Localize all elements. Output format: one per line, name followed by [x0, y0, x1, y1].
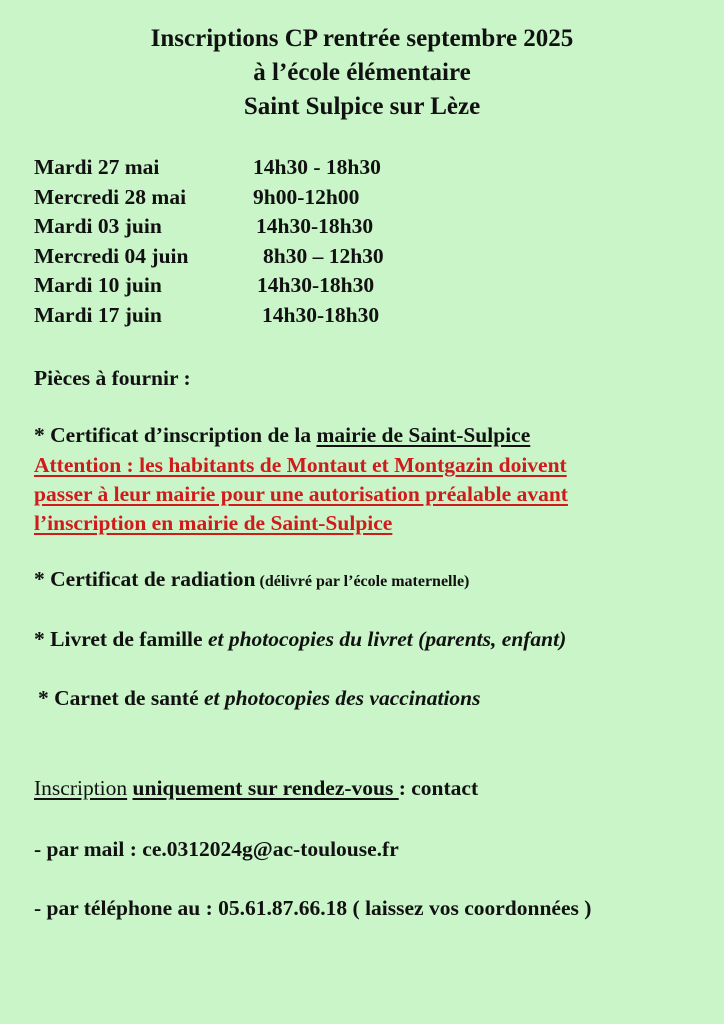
phone-note: ( laissez vos coordonnées ) — [347, 896, 592, 920]
attention-line-2: passer à leur mairie pour une autorisation préalable avant — [34, 482, 568, 506]
schedule-time: 14h30-18h30 — [262, 302, 380, 327]
pieces-heading: Pièces à fournir : — [34, 366, 191, 390]
schedule-day: Mardi 17 juin — [34, 302, 162, 327]
carnet-main: * Carnet de santé — [38, 686, 205, 710]
mail-line — [34, 837, 399, 862]
phone-line — [34, 896, 591, 921]
livret-famille — [34, 627, 566, 652]
certificat-prefix: * Certificat d’inscription de la — [34, 423, 317, 447]
schedule-time: 8h30 – 12h30 — [263, 243, 384, 268]
schedule-day: Mercredi 04 juin — [34, 243, 189, 268]
schedule-day: Mardi 27 mai — [34, 155, 160, 179]
title-line-1: Inscriptions CP rentrée septembre 2025 — [150, 25, 574, 52]
schedule-time: 14h30-18h30 — [256, 214, 374, 239]
certificat-radiation — [34, 567, 469, 592]
livret-main: * Livret de famille — [34, 627, 208, 651]
contact-suffix: : contact — [398, 776, 479, 800]
certificat-inscription — [34, 423, 530, 448]
livret-italic: et photocopies du livret (parents, enfant) — [207, 627, 567, 651]
attention-line-1: Attention : les habitants de Montaut et Montgazin doivent — [34, 453, 567, 477]
radiation-note: (délivré par l’école maternelle) — [255, 573, 470, 590]
title-line-2: à l’école élémentaire — [253, 59, 471, 86]
schedule-day: Mardi 10 juin — [34, 273, 162, 298]
phone-value: 05.61.87.66.18 — [218, 896, 348, 920]
mail-label: - par mail : — [34, 837, 143, 861]
schedule-day: Mercredi 28 mai — [34, 184, 187, 209]
schedule-time: 9h00-12h00 — [253, 184, 360, 209]
schedule-day: Mardi 03 juin — [34, 214, 162, 239]
phone-label: - par téléphone au : — [34, 896, 219, 920]
carnet-italic: et photocopies des vaccinations — [204, 686, 481, 710]
carnet-sante — [38, 686, 481, 711]
schedule-time: 14h30-18h30 — [257, 273, 375, 298]
title-line-3: Saint Sulpice sur Lèze — [243, 93, 481, 120]
radiation-main: * Certificat de radiation — [34, 567, 256, 591]
uniquement-text: uniquement sur rendez-vous — [132, 776, 399, 800]
mail-value: ce.0312024g@ac-toulouse.fr — [142, 837, 399, 861]
attention-line-3: l’inscription en mairie de Saint-Sulpice — [34, 511, 393, 535]
inscription-word: Inscription — [34, 776, 128, 800]
mairie-link-text: mairie de Saint-Sulpice — [316, 423, 531, 447]
schedule-time: 14h30 - 18h30 — [253, 155, 381, 179]
contact-line — [34, 776, 478, 801]
page-title — [0, 22, 724, 124]
